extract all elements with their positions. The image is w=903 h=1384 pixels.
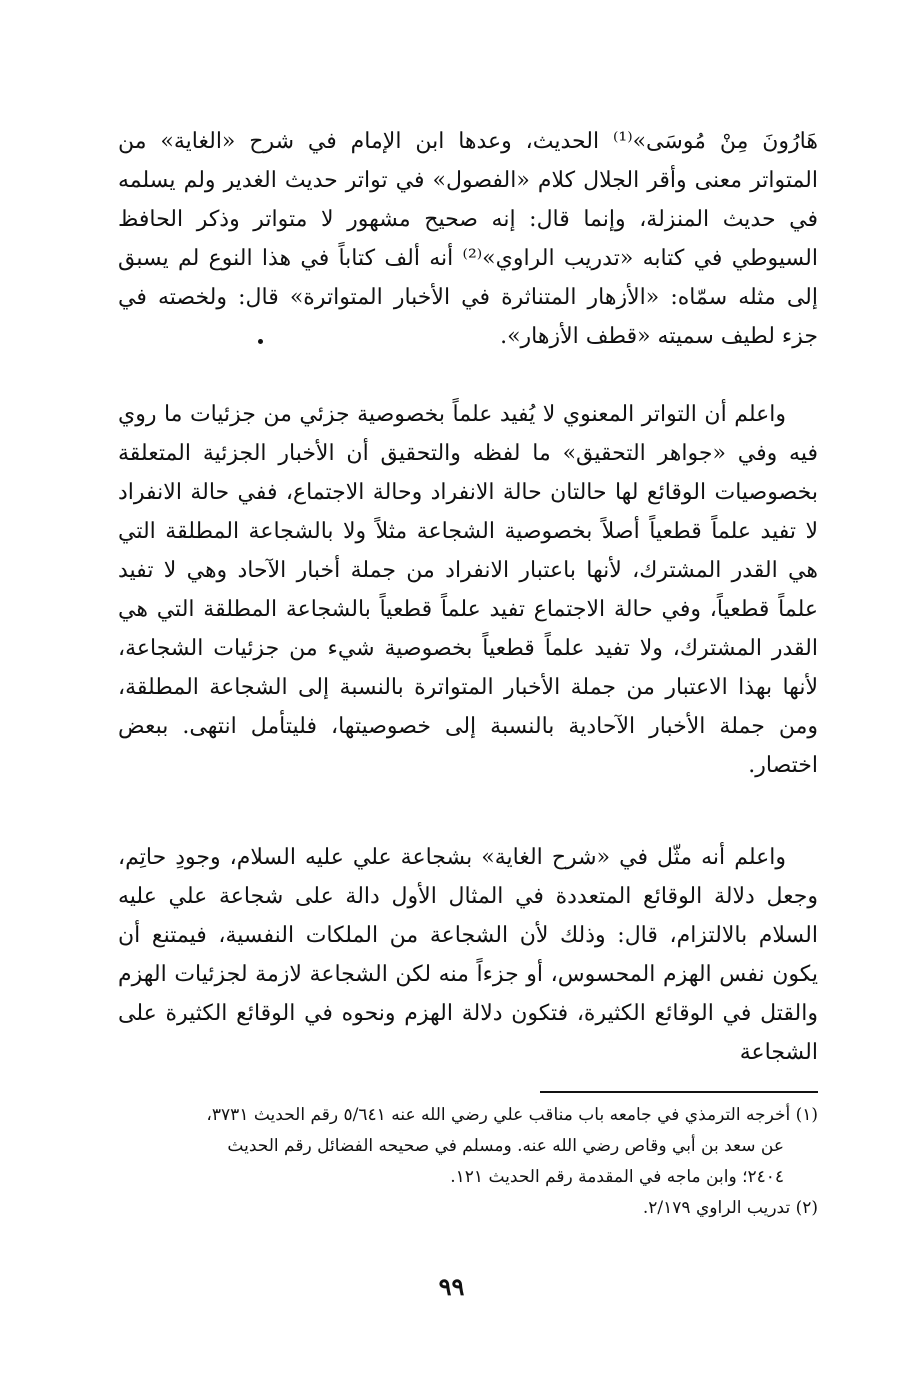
footnotes (118, 1100, 818, 1224)
footnote-2: (٢) تدريب الراوي ٢/١٧٩. (642, 1198, 818, 1218)
page-number: ٩٩ (438, 1272, 465, 1301)
ink-dot (258, 339, 263, 344)
paragraph-text: واعلم أن التواتر المعنوي لا يُفيد علماً بخصوصية جزئي من جزئيات ما روي فيه وفي «جواهر التحقيق» ما لفظه والتحقيق أن الأخبار الجزئية المتعلقة بخصوصيات الوقائع لها حالتان حالة الانفراد وحالة الاجتماع، ففي حالة الانفراد لا تفيد علماً قطعياً أصلاً بخصوصية الشجاعة مثلاً ولا بالشجاعة المطلقة التي هي القدر المشترك، لأنها باعتبار الانفراد من جملة أخبار الآحاد وهي لا تفيد علماً قطعياً، وفي حالة الاجتماع تفيد علماً قطعياً بالشجاعة المطلقة التي هي القدر المشترك، ولا تفيد علماً قطعياً بخصوصية شيء من جزئيات الشجاعة، لأنها بهذا الاعتبار من جملة الأخبار المتواترة بالنسبة إلى الشجاعة المطلقة، ومن جملة الأخبار الآحادية بالنسبة إلى خصوصيتها، فليتأمل انتهى. ببعض اختصار. (118, 402, 818, 778)
main-paragraph-1 (118, 122, 818, 356)
footnote-divider (540, 1091, 818, 1093)
footnote-1-continuation: ٢٤٠٤؛ وابن ماجه في المقدمة رقم الحديث ١٢١. (450, 1167, 784, 1187)
main-paragraph-3 (118, 838, 818, 1072)
footnote-1: (١) أخرجه الترمذي في جامعه باب مناقب علي رضي الله عنه ٥/٦٤١ رقم الحديث ٣٧٣١، (206, 1105, 818, 1125)
main-paragraph-2 (118, 395, 818, 785)
paragraph-text: هَارُونَ مِنْ مُوسَى»⁽¹⁾ الحديث، وعدها ابن الإمام في شرح «الغاية» من المتواتر معنى وأقر الجلال كلام «الفصول» في تواتر حديث الغدير ولم يسلمه في حديث المنزلة، وإنما قال: إنه صحيح مشهور لا متواتر وذكر الحافظ السيوطي في كتابه «تدريب الراوي»⁽²⁾ أنه ألف كتاباً في هذا النوع لم يسبق إلى مثله سمّاه: «الأزهار المتناثرة في الأخبار المتواترة» قال: ولخصته في جزء لطيف سميته «قطف الأزهار». (118, 129, 818, 349)
paragraph-text: واعلم أنه مثّل في «شرح الغاية» بشجاعة علي عليه السلام، وجودِ حاتِم، وجعل دلالة الوقائع المتعددة في المثال الأول دالة على شجاعة علي عليه السلام بالالتزام، قال: وذلك لأن الشجاعة من الملكات النفسية، فيمتنع أن يكون نفس الهزم المحسوس، أو جزءاً منه لكن الشجاعة لازمة لجزئيات الهزم والقتل في الوقائع الكثيرة، فتكون دلالة الهزم ونحوه في الوقائع الكثيرة على الشجاعة (118, 845, 818, 1065)
footnote-1-continuation: عن سعد بن أبي وقاص رضي الله عنه. ومسلم في صحيحه الفضائل رقم الحديث (227, 1136, 784, 1156)
